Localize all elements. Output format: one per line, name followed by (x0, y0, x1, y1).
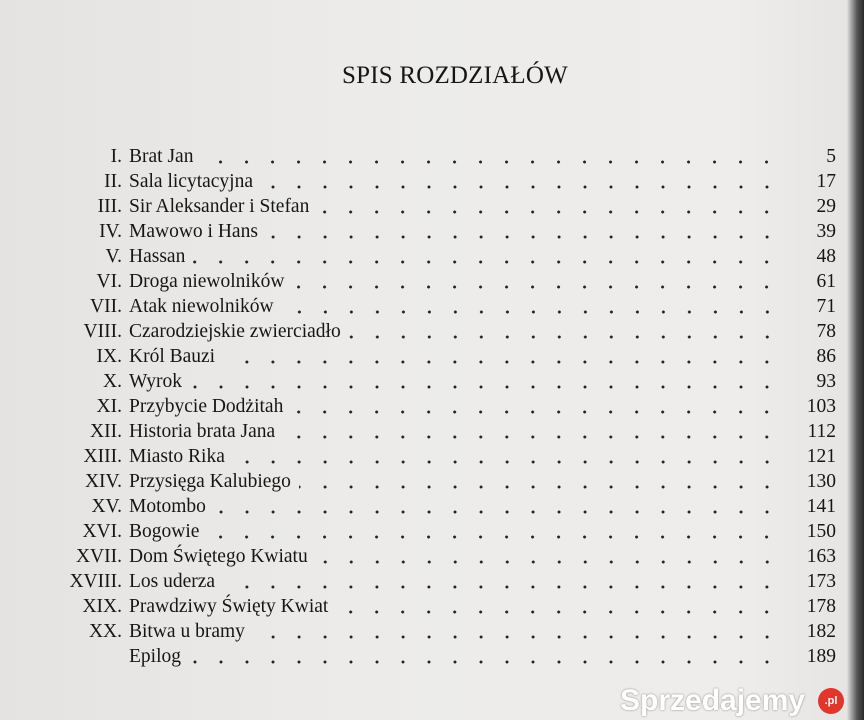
dot-leader (282, 309, 786, 315)
page-number: 39 (816, 221, 836, 242)
chapter-number: XVI. (82, 521, 122, 542)
page-number: 78 (816, 321, 836, 342)
chapter-number: XII. (90, 421, 122, 442)
chapter-title: Hassan (129, 246, 186, 267)
chapter-number: XVIII. (69, 571, 122, 592)
dot-leader (317, 209, 786, 215)
chapter-title: Sala licytacyjna (129, 171, 253, 192)
page-number: 189 (806, 646, 836, 667)
toc-entry (0, 596, 836, 621)
chapter-number: III. (97, 196, 122, 217)
chapter-number: XX. (88, 621, 122, 642)
toc-entry (0, 171, 836, 196)
toc-entry (0, 646, 836, 671)
chapter-title: Bitwa u bramy (129, 621, 245, 642)
page-number: 182 (806, 621, 836, 642)
chapter-title: Droga niewolników (129, 271, 285, 292)
page-number: 71 (816, 296, 836, 317)
toc-entry (0, 546, 836, 571)
chapter-number: VII. (90, 296, 122, 317)
chapter-title: Prawdziwy Święty Kwiat (129, 596, 329, 617)
chapter-number: VI. (96, 271, 122, 292)
chapter-title: Bogowie (129, 521, 200, 542)
dot-leader (201, 159, 786, 165)
toc-entry (0, 571, 836, 596)
dot-leader (223, 359, 786, 365)
dot-leader (190, 384, 786, 390)
dot-leader (189, 659, 786, 665)
page-number: 121 (806, 446, 836, 467)
page-number: 48 (816, 246, 836, 267)
chapter-title: Brat Jan (129, 146, 194, 167)
chapter-title: Sir Aleksander i Stefan (129, 196, 310, 217)
dot-leader (291, 409, 786, 415)
page-number: 93 (816, 371, 836, 392)
page-number: 5 (826, 146, 836, 167)
page-number: 112 (807, 421, 836, 442)
page-number: 86 (816, 346, 836, 367)
chapter-title: Czarodziejskie zwierciadło (129, 321, 341, 342)
toc-entry (0, 271, 836, 296)
chapter-title: Historia brata Jana (129, 421, 276, 442)
chapter-title: Miasto Rika (129, 446, 225, 467)
watermark-badge: .pl (818, 688, 844, 714)
chapter-title: Epilog (129, 646, 181, 667)
toc-entry (0, 321, 836, 346)
chapter-number: XIV. (84, 471, 122, 492)
toc-entry (0, 421, 836, 446)
chapter-title: Los uderza (129, 571, 216, 592)
toc-entry (0, 146, 836, 171)
toc-entry (0, 396, 836, 421)
dot-leader (336, 609, 786, 615)
dot-leader (214, 509, 786, 515)
chapter-number: I. (110, 146, 122, 167)
page-number: 141 (806, 496, 836, 517)
chapter-number: X. (103, 371, 122, 392)
page-number: 173 (806, 571, 836, 592)
page-number: 17 (816, 171, 836, 192)
dot-leader (253, 634, 786, 640)
page-number: 150 (806, 521, 836, 542)
chapter-number: XI. (96, 396, 122, 417)
dot-leader (233, 459, 786, 465)
toc-entry (0, 371, 836, 396)
chapter-title: Mawowo i Hans (129, 221, 258, 242)
toc-entry (0, 221, 836, 246)
page-number: 103 (806, 396, 836, 417)
toc-entry (0, 446, 836, 471)
chapter-number: VIII. (83, 321, 122, 342)
toc-entry (0, 521, 836, 546)
chapter-number: XV. (91, 496, 122, 517)
chapter-number: XIX. (82, 596, 122, 617)
chapter-number: IV. (99, 221, 122, 242)
dot-leader (349, 334, 786, 340)
watermark-logo: Sprzedajemy (620, 684, 806, 717)
chapter-title: Przysięga Kalubiego (129, 471, 291, 492)
toc-entry (0, 296, 836, 321)
chapter-title: Atak niewolników (129, 296, 274, 317)
table-of-contents (0, 146, 836, 671)
chapter-number: II. (104, 171, 122, 192)
dot-leader (193, 259, 786, 265)
page-number: 178 (806, 596, 836, 617)
chapter-number: IX. (96, 346, 122, 367)
dot-leader (299, 484, 786, 490)
dot-leader (316, 559, 786, 565)
dot-leader (292, 284, 786, 290)
dot-leader (223, 584, 786, 590)
toc-entry (0, 621, 836, 646)
chapter-number: XIII. (83, 446, 122, 467)
chapter-title: Wyrok (129, 371, 182, 392)
toc-entry (0, 496, 836, 521)
chapter-number: V. (105, 246, 122, 267)
page-number: 29 (816, 196, 836, 217)
page-number: 163 (806, 546, 836, 567)
dot-leader (207, 534, 786, 540)
page-title: SPIS ROZDZIAŁÓW (342, 62, 568, 89)
dot-leader (283, 434, 786, 440)
toc-entry (0, 196, 836, 221)
chapter-title: Dom Świętego Kwiatu (129, 546, 308, 567)
dot-leader (266, 234, 786, 240)
chapter-title: Motombo (129, 496, 206, 517)
dot-leader (261, 184, 786, 190)
page-number: 61 (816, 271, 836, 292)
chapter-number: XVII. (75, 546, 122, 567)
chapter-title: Przybycie Dodżitah (129, 396, 284, 417)
chapter-title: Król Bauzi (129, 346, 216, 367)
toc-entry (0, 246, 836, 271)
toc-entry (0, 346, 836, 371)
toc-entry (0, 471, 836, 496)
page-number: 130 (806, 471, 836, 492)
